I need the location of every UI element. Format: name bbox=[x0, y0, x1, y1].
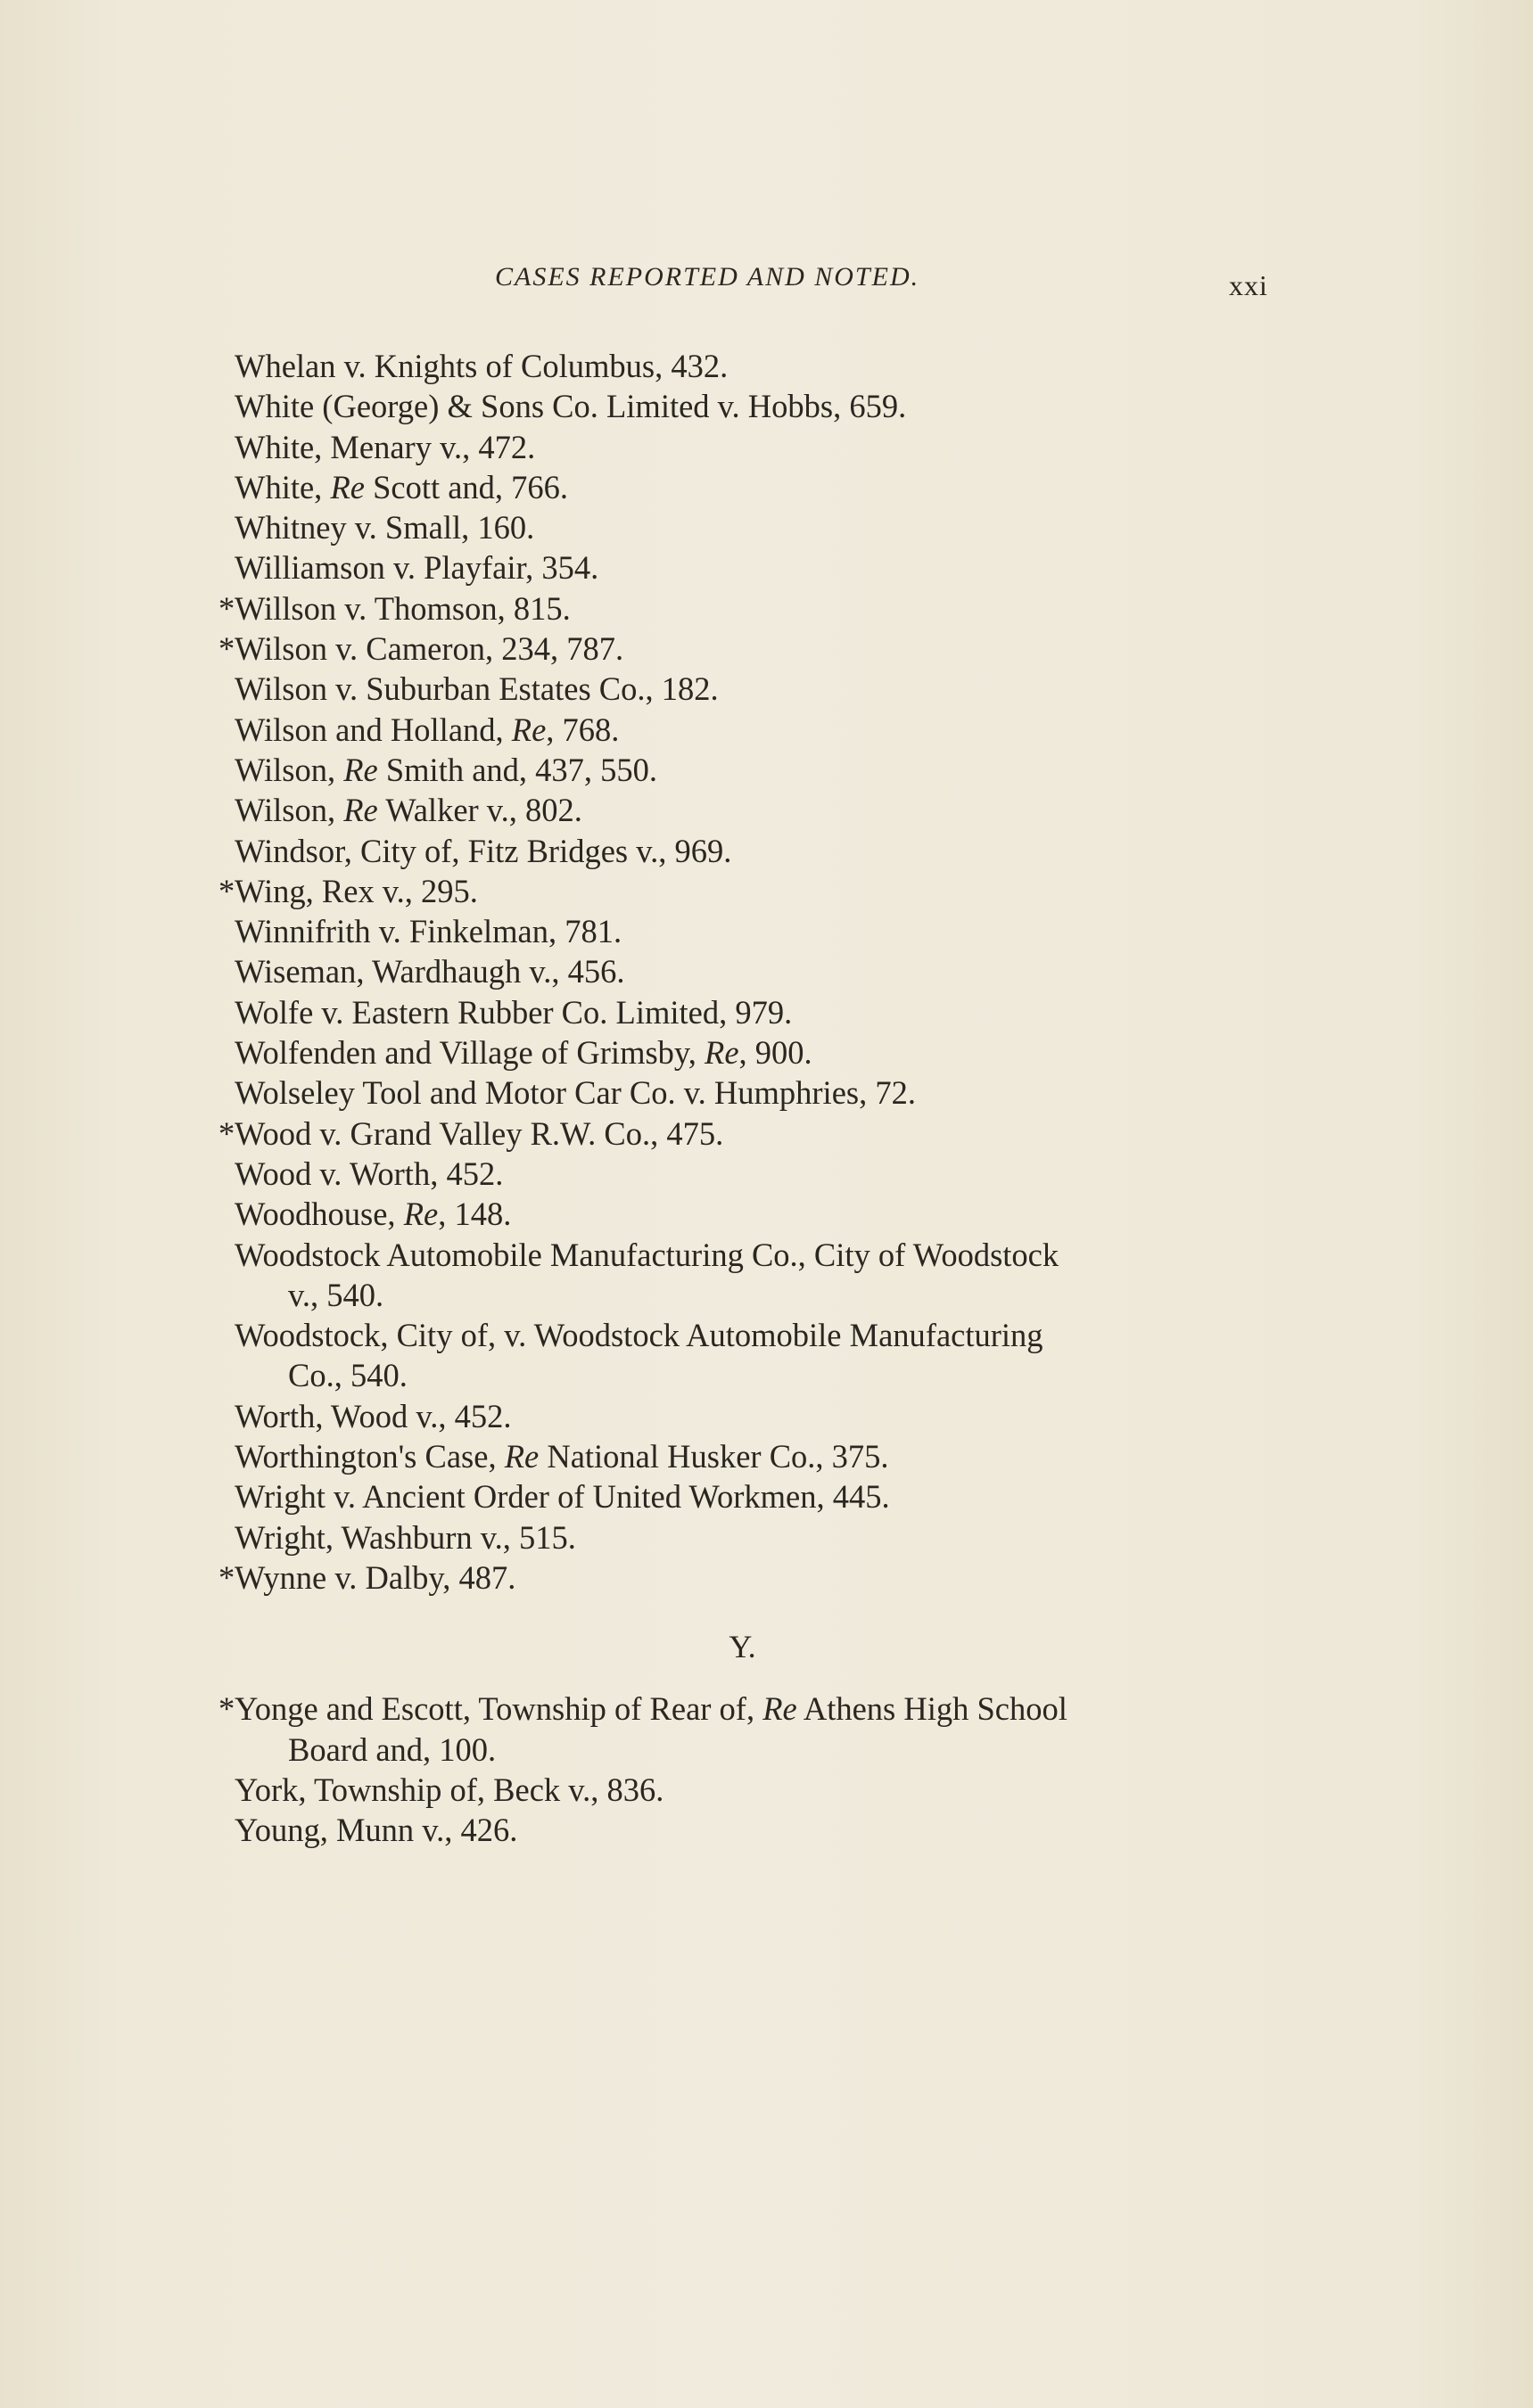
index-entry bbox=[218, 911, 1302, 951]
index-entry bbox=[218, 750, 1302, 790]
reported-case-mark: * bbox=[218, 1558, 235, 1596]
entry-text-part: Worthington's Case, bbox=[235, 1438, 505, 1475]
entry-text-part: Scott and, 766. bbox=[364, 468, 569, 505]
entry-text bbox=[235, 429, 535, 465]
entry-text-part: Whitney v. Small, 160. bbox=[235, 509, 535, 547]
entry-text bbox=[235, 792, 582, 828]
entry-text-part: White, bbox=[235, 468, 331, 505]
entry-text bbox=[235, 711, 619, 748]
entry-re-italic: Re bbox=[343, 751, 378, 788]
index-entry bbox=[218, 1436, 1302, 1476]
entry-text bbox=[235, 1398, 511, 1434]
entry-text bbox=[235, 1812, 517, 1848]
entry-text bbox=[235, 1559, 515, 1596]
entry-text-part: Wilson v. Suburban Estates Co., 182. bbox=[235, 670, 719, 708]
index-entry bbox=[218, 669, 1302, 709]
entry-re-italic: Re bbox=[504, 1438, 540, 1475]
entry-text-part: Wolfenden and Village of Grimsby, bbox=[235, 1034, 705, 1072]
entry-re-italic: Re bbox=[762, 1690, 797, 1728]
index-entry bbox=[218, 1517, 1302, 1557]
entry-text-part: Wood v. Grand Valley R.W. Co., 475. bbox=[235, 1114, 724, 1152]
entry-text-part: Walker v., 802. bbox=[377, 792, 582, 829]
entry-text bbox=[235, 1196, 511, 1232]
index-entry bbox=[218, 386, 1302, 426]
entry-text-part: Wilson and Holland, bbox=[235, 711, 512, 748]
index-entry bbox=[218, 710, 1302, 750]
index-entry bbox=[218, 1476, 1302, 1516]
entry-text-part: Yonge and Escott, Township of Rear of, bbox=[235, 1690, 763, 1728]
entry-text-part: Woodhouse, bbox=[235, 1196, 404, 1233]
entry-text bbox=[235, 1074, 916, 1111]
entry-text bbox=[235, 509, 534, 546]
entry-text-part: Williamson v. Playfair, 354. bbox=[235, 549, 599, 587]
reported-case-mark: * bbox=[218, 872, 235, 909]
index-entry bbox=[218, 427, 1302, 467]
entry-re-italic: Re bbox=[343, 792, 378, 829]
entry-text bbox=[235, 1155, 503, 1192]
entry-text-part: Whelan v. Knights of Columbus, 432. bbox=[235, 348, 729, 384]
index-entry bbox=[218, 1114, 1302, 1154]
entry-text-part: White, Menary v., 472. bbox=[235, 428, 536, 465]
index-entry bbox=[218, 1689, 1302, 1770]
index-entry bbox=[218, 1396, 1302, 1436]
entry-text bbox=[235, 388, 906, 424]
entry-text-part: Young, Munn v., 426. bbox=[235, 1812, 518, 1849]
entry-text bbox=[235, 1438, 889, 1475]
entry-text bbox=[235, 670, 719, 707]
entry-text bbox=[235, 873, 478, 909]
running-title: CASES REPORTED AND NOTED. bbox=[495, 262, 920, 292]
entry-text-part: Woodstock Automobile Manufacturing Co., City of Woodstock bbox=[235, 1236, 1059, 1273]
entry-text bbox=[235, 1237, 1059, 1273]
index-section-y bbox=[218, 1689, 1302, 1850]
entry-text bbox=[235, 1034, 812, 1071]
entry-text bbox=[235, 549, 598, 586]
entry-text-part: White (George) & Sons Co. Limited v. Hobbs, 659. bbox=[235, 388, 907, 425]
entry-text bbox=[235, 630, 623, 667]
entry-text-part: Woodstock, City of, v. Woodstock Automobile Manufacturing bbox=[235, 1317, 1043, 1354]
entry-re-italic: Re bbox=[511, 711, 547, 748]
index-entry bbox=[218, 547, 1302, 588]
index-entry bbox=[218, 871, 1302, 911]
entry-continuation: Co., 540. bbox=[288, 1357, 408, 1394]
reported-case-mark: * bbox=[218, 630, 235, 668]
entry-text-part: Wilson, bbox=[235, 792, 344, 829]
entry-text-part: Athens High School bbox=[796, 1690, 1067, 1728]
entry-text-part: National Husker Co., 375. bbox=[539, 1438, 889, 1475]
entry-re-italic: Re bbox=[705, 1034, 739, 1072]
page-number: xxi bbox=[1229, 269, 1268, 301]
index-entry bbox=[218, 1032, 1302, 1073]
entry-text bbox=[235, 1771, 663, 1808]
running-head bbox=[0, 262, 1533, 301]
index-entry bbox=[218, 790, 1302, 830]
entry-text-part: Wolfe v. Eastern Rubber Co. Limited, 979. bbox=[235, 993, 793, 1031]
index-entry bbox=[218, 1073, 1302, 1113]
entry-text-part: , 768. bbox=[546, 711, 620, 748]
entry-text bbox=[235, 348, 728, 384]
entry-text-part: Wood v. Worth, 452. bbox=[235, 1155, 504, 1192]
index-section-w bbox=[218, 346, 1302, 1598]
section-letter: Y. bbox=[729, 1629, 756, 1665]
entry-text-part: Wing, Rex v., 295. bbox=[235, 872, 478, 909]
entry-text-part: Windsor, City of, Fitz Bridges v., 969. bbox=[235, 832, 732, 869]
index-entry bbox=[218, 1194, 1302, 1234]
index-entry bbox=[218, 1235, 1302, 1316]
entry-text bbox=[235, 1519, 576, 1556]
case-index bbox=[218, 346, 1302, 1850]
entry-text bbox=[235, 994, 792, 1031]
index-entry bbox=[218, 951, 1302, 991]
reported-case-mark: * bbox=[218, 589, 235, 627]
reported-case-mark: * bbox=[218, 1114, 235, 1152]
entry-text bbox=[235, 1115, 723, 1152]
entry-text bbox=[235, 1317, 1043, 1353]
entry-text bbox=[235, 590, 571, 627]
entry-text-part: Willson v. Thomson, 815. bbox=[235, 589, 571, 627]
entry-text-part: Wiseman, Wardhaugh v., 456. bbox=[235, 953, 625, 990]
entry-text bbox=[235, 913, 622, 949]
index-entry bbox=[218, 1315, 1302, 1396]
entry-continuation: v., 540. bbox=[288, 1276, 384, 1313]
entry-re-italic: Re bbox=[403, 1196, 439, 1233]
index-entry bbox=[218, 992, 1302, 1032]
index-entry bbox=[218, 629, 1302, 669]
index-entry bbox=[218, 467, 1302, 507]
entry-text-part: Worth, Wood v., 452. bbox=[235, 1397, 512, 1434]
entry-text bbox=[235, 1690, 1067, 1727]
entry-text bbox=[235, 469, 568, 505]
entry-text-part: Wilson, bbox=[235, 751, 344, 788]
reported-case-mark: * bbox=[218, 1690, 235, 1728]
entry-continuation: Board and, 100. bbox=[288, 1730, 497, 1768]
entry-text-part: Smith and, 437, 550. bbox=[377, 751, 658, 788]
entry-text bbox=[235, 1478, 890, 1515]
entry-text-part: Wynne v. Dalby, 487. bbox=[235, 1558, 516, 1596]
entry-re-italic: Re bbox=[330, 468, 365, 505]
entry-text bbox=[235, 953, 625, 990]
index-entry bbox=[218, 1154, 1302, 1194]
index-entry bbox=[218, 507, 1302, 547]
entry-text-part: Wright, Washburn v., 515. bbox=[235, 1518, 576, 1556]
entry-text-part: Wilson v. Cameron, 234, 787. bbox=[235, 630, 624, 668]
index-entry bbox=[218, 831, 1302, 871]
index-entry bbox=[218, 1557, 1302, 1598]
entry-text-part: York, Township of, Beck v., 836. bbox=[235, 1771, 664, 1808]
index-entry bbox=[218, 1810, 1302, 1850]
entry-text-part: , 148. bbox=[438, 1196, 512, 1233]
entry-text bbox=[235, 752, 657, 788]
entry-text-part: , 900. bbox=[738, 1034, 812, 1072]
entry-text-part: Winnifrith v. Finkelman, 781. bbox=[235, 913, 622, 950]
index-entry bbox=[218, 588, 1302, 629]
entry-text bbox=[235, 833, 731, 869]
index-entry bbox=[218, 346, 1302, 386]
entry-text-part: Wolseley Tool and Motor Car Co. v. Humphries, 72. bbox=[235, 1074, 916, 1112]
entry-text-part: Wright v. Ancient Order of United Workmen, 445. bbox=[235, 1478, 890, 1516]
index-entry bbox=[218, 1770, 1302, 1810]
